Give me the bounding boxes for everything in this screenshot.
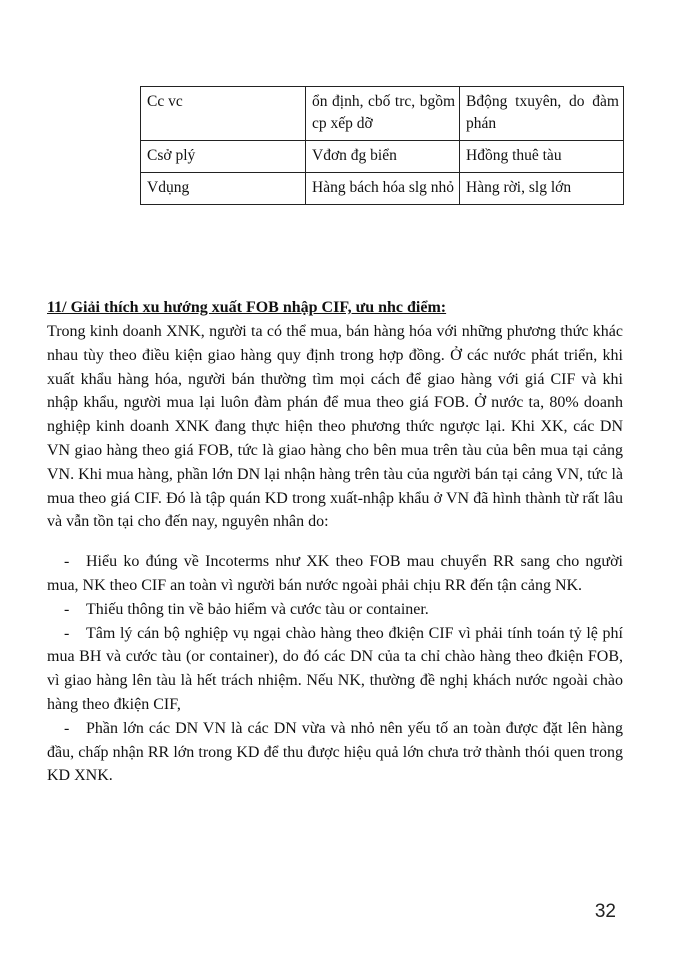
reasons-list (47, 550, 623, 788)
list-item (47, 598, 623, 622)
body-paragraph: Trong kinh doanh XNK, người ta có thể mua, bán hàng hóa với những phương thức khác nhau tùy theo điều kiện giao hàng quy định trong hợp đồng. Ở các nước phát triển, khi xuất khẩu hàng hóa, người bán thường tìm mọi cách để giao hàng với giá CIF và khi nhập khẩu, người mua lại luôn đàm phán để mua theo giá FOB. Ở nước ta, 80% doanh nghiệp kinh doanh XNK đang thực hiện theo phương thức ngược lại. Khi XK, các DN VN giao hàng theo giá FOB, tức là giao hàng cho bên mua trên tàu của bên mua tại cảng VN. Khi mua hàng, phần lớn DN lại nhận hàng trên tàu của người bán tại cảng VN, tức là mua theo giá CIF. Đó là tập quán KD trong xuất-nhập khẩu ở VN đã hình thành từ rất lâu và vẫn tồn tại cho đến nay, nguyên nhân do: (47, 323, 623, 531)
table-row (141, 141, 624, 173)
bullet-dash: - (64, 624, 70, 642)
table-cell: Vđơn đg biển (306, 141, 460, 173)
table-row (141, 173, 624, 205)
table-cell: Hàng rời, slg lớn (460, 173, 624, 205)
section-body (47, 320, 623, 788)
list-item (47, 550, 623, 598)
list-item (47, 717, 623, 788)
list-item-text: Phần lớn các DN VN là các DN vừa và nhỏ nên yếu tố an toàn được đặt lên hàng đầu, chấp nhận RR lớn trong KD để thu được hiệu quả lớn chưa trở thành thói quen trong KD XNK. (47, 719, 623, 785)
bullet-dash: - (64, 553, 70, 571)
bullet-dash: - (64, 719, 70, 737)
table-cell: Vdụng (141, 173, 306, 205)
bullet-dash: - (64, 600, 70, 618)
table-cell: Cc vc (141, 87, 306, 141)
list-item-text: Hiểu ko đúng về Incoterms như XK theo FOB mau chuyển RR sang cho người mua, NK theo CIF an toàn vì người bán nước ngoài phải chịu RR đến tận cảng NK. (47, 553, 623, 594)
list-item (47, 622, 623, 717)
list-item-text: Thiếu thông tin về bảo hiểm và cước tàu or container. (86, 600, 429, 618)
table-cell: Csở plý (141, 141, 306, 173)
table-cell: Hđồng thuê tàu (460, 141, 624, 173)
table-cell: ổn định, cbố trc, bgồm cp xếp dỡ (306, 87, 460, 141)
table-row (141, 87, 624, 141)
page-number: 32 (594, 901, 616, 922)
section-heading: 11/ Giải thích xu hướng xuất FOB nhập CIF, ưu nhc điểm: (47, 299, 447, 316)
table-cell: Bđộng txuyên, do đàm phán (460, 87, 624, 141)
table-cell: Hàng bách hóa slg nhỏ (306, 173, 460, 205)
comparison-table (140, 86, 624, 205)
list-item-text: Tâm lý cán bộ nghiệp vụ ngại chào hàng theo đkiện CIF vì phải tính toán tỷ lệ phí mua BH và cước tàu (or container), do đó các DN của ta chỉ chào hàng theo đkiện FOB, vì giao hàng lên tàu là hết trách nhiệm. Nếu NK, thường đề nghị khách nước ngoài chào hàng theo đkiện CIF, (47, 624, 623, 713)
